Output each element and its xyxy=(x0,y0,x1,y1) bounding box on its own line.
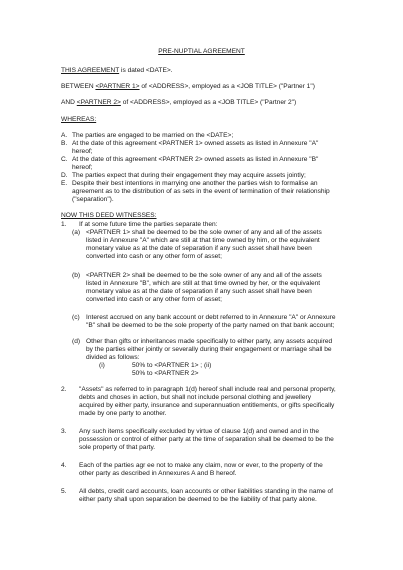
recital-a-label: A. xyxy=(61,132,68,139)
clause-2-line-3: acquired by either party, insurance and superannuation entitlements, or gifts specifically xyxy=(79,402,335,409)
clause-5-label: 5. xyxy=(61,488,67,495)
this-agreement-label: THIS AGREEMENT xyxy=(61,67,120,74)
clause-4-line-1: Each of the parties agr ee not to make any claim, now or ever, to the property of the xyxy=(79,462,323,469)
agreement-date-text: is dated <DATE>. xyxy=(119,67,173,74)
clause-1-line: If at some future time the parties separate then: xyxy=(79,221,218,228)
clause-3-line-2: possession or control of either party at the time of separation shall be deemed to be the xyxy=(79,436,334,443)
recital-b-label: B. xyxy=(61,140,68,147)
recital-e-line-3: ("separation"). xyxy=(72,196,114,203)
clause-1a-line-2: listed in Annexure "A" which are still at that time owned by him, or the equivalent xyxy=(86,237,320,244)
recital-e-line-1: Despite their best intentions in marrying one another the parties wish to formalise an xyxy=(72,180,318,187)
clause-3-line-1: Any such items specifically excluded by virtue of clause 1(d) and owned and in the xyxy=(79,428,320,435)
clause-4-label: 4. xyxy=(61,462,67,469)
clause-5-line-1: All debts, credit card accounts, loan accounts or other liabilities standing in the name of xyxy=(79,488,334,495)
witnesses-heading: NOW THIS DEED WITNESSES: xyxy=(61,212,157,219)
partner1-details: of <ADDRESS>, employed as a <JOB TITLE> ("Partner 1") xyxy=(139,83,315,90)
recital-c-line-1: At the date of this agreement <PARTNER 2> owned assets as listed in Annexure "B" xyxy=(72,156,319,163)
split-line-1: 50% to <PARTNER 1> ; (ii) xyxy=(132,362,212,369)
recital-b-line-1: At the date of this agreement <PARTNER 1> owned assets as listed in Annexure "A" xyxy=(72,140,319,147)
clause-1a-label: (a) xyxy=(72,229,81,236)
clause-1d-line-2: by the parties either jointly or severally during their engagement or marriage shall be xyxy=(86,346,332,353)
clause-2-line-2: debts and choses in action, but shall not include personal clothing and jewellery xyxy=(79,394,312,401)
partner2-details: of <ADDRESS>, employed as a <JOB TITLE> ("Partner 2") xyxy=(120,99,297,106)
recital-d-line-1: The parties expect that during their engagement they may acquire assets jointly; xyxy=(72,172,306,179)
between-label: BETWEEN xyxy=(61,83,96,90)
clause-1a-line-4: converted into cash or any other form of asset; xyxy=(86,253,222,260)
clause-2-line-4: made by one party to another. xyxy=(79,410,167,417)
clause-1d-line-3: divided as follows: xyxy=(86,354,140,361)
clause-2-label: 2. xyxy=(61,386,67,393)
and-label: AND xyxy=(61,99,77,106)
clause-1c-line-1: Interest accrued on any bank account or debt referred to in Annexure "A" or Annexure xyxy=(86,314,336,321)
clause-1b-line-1: <PARTNER 2> shall be deemed to be the sole owner of any and all of the assets xyxy=(86,272,322,279)
clause-1d-label: (d) xyxy=(72,338,81,345)
recital-e-line-2: agreement as to the distribution of as sets in the event of termination of their relationship xyxy=(72,188,330,195)
clause-2-line-1: "Assets" as referred to in paragraph 1(d) hereof shall include real and personal property, xyxy=(79,386,336,393)
clause-1b-line-4: converted into cash or any other form of asset; xyxy=(86,296,222,303)
clause-1a-line-3: monetary value as at the date of separation if any such asset shall have been xyxy=(86,245,312,252)
recital-c-label: C. xyxy=(61,156,68,163)
agreement-date-line xyxy=(61,67,173,75)
clause-1c-label: (c) xyxy=(72,314,80,321)
partner2-line xyxy=(61,99,296,107)
partner2-name: <PARTNER 2> xyxy=(76,99,121,106)
recital-a-line-1: The parties are engaged to be married on the <DATE>; xyxy=(72,132,234,139)
document-title: PRE-NUPTIAL AGREEMENT xyxy=(158,48,245,55)
whereas-heading: WHEREAS: xyxy=(61,116,97,123)
split-line-2: 50% to <PARTNER 2> xyxy=(132,370,199,377)
clause-1a-line-1: <PARTNER 1> shall be deemed to be the sole owner of any and all of the assets xyxy=(86,229,322,236)
clause-4-line-2: other party as described in Annexures A and B hereof. xyxy=(79,470,237,477)
clause-1c-line-2: "B" shall be deemed to be the sole property of the party named on that bank account; xyxy=(86,322,335,329)
recital-c-line-2: hereof; xyxy=(72,164,93,171)
clause-1d-line-1: Other than gifts or inheritances made specifically to either party, any assets acquired xyxy=(86,338,333,345)
clause-3-label: 3. xyxy=(61,428,67,435)
recital-b-line-2: hereof; xyxy=(72,148,93,155)
partner1-line xyxy=(61,83,315,91)
clause-1b-line-3: monetary value as at the date of separation if any such asset shall have been xyxy=(86,288,312,295)
clause-5-line-2: either party shall upon separation be deemed to be the liability of that party alone. xyxy=(79,496,317,503)
recital-e-label: E. xyxy=(61,180,68,187)
clause-1b-line-2: listed in Annexure "B", which are still at that time owned by her, or the equivalent xyxy=(86,280,321,287)
clause-1b-label: (b) xyxy=(72,272,81,279)
clause-3-line-3: sole property of that party. xyxy=(79,444,156,451)
split-label: (i) xyxy=(99,362,105,369)
recital-d-label: D. xyxy=(61,172,68,179)
partner1-name: <PARTNER 1> xyxy=(95,83,140,90)
clause-1-label: 1. xyxy=(61,221,67,228)
